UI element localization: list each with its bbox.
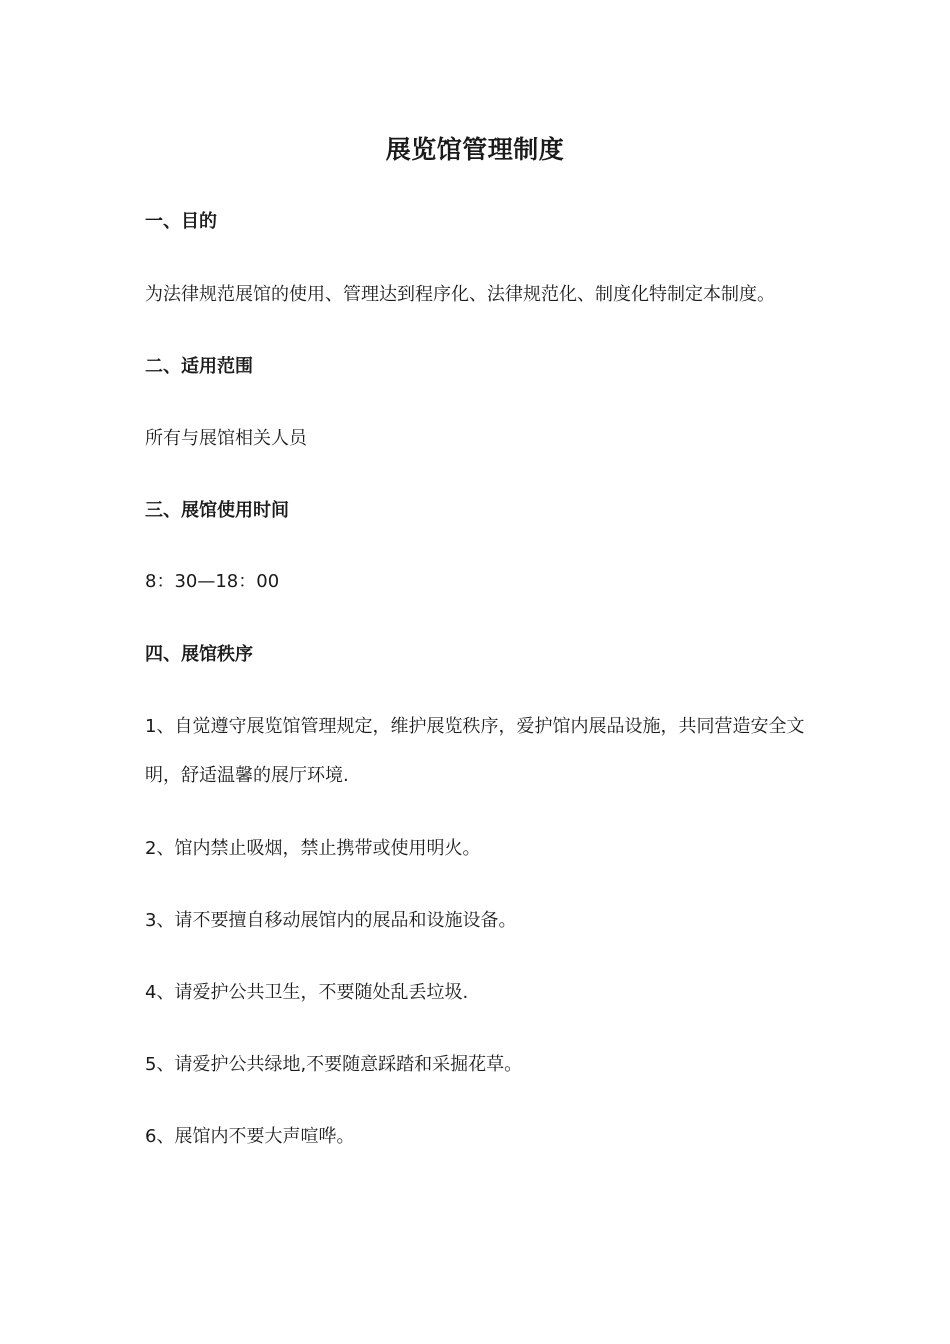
paragraph-purpose: 为法律规范展馆的使用、管理达到程序化、法律规范化、制度化特制定本制度。 [145, 284, 775, 305]
document-title: 展览馆管理制度 [385, 135, 565, 164]
section-heading-hours: 三、展馆使用时间 [145, 500, 289, 521]
section-heading-scope: 二、适用范围 [145, 356, 253, 377]
paragraph-scope: 所有与展馆相关人员 [145, 428, 307, 449]
rule-item-4: 4、请爱护公共卫生，不要随处乱丢垃圾. [145, 982, 469, 1003]
rule-item-3: 3、请不要擅自移动展馆内的展品和设施设备。 [145, 910, 517, 931]
section-heading-purpose: 一、目的 [145, 211, 217, 232]
rule-item-1: 1、自觉遵守展览馆管理规定，维护展览秩序，爱护馆内展品设施，共同营造安全文明，舒适温馨的展厅环境. [145, 716, 805, 786]
rule-item-2: 2、馆内禁止吸烟，禁止携带或使用明火。 [145, 838, 481, 859]
section-heading-order: 四、展馆秩序 [145, 644, 253, 665]
rule-item-5: 5、请爱护公共绿地,不要随意踩踏和采掘花草。 [145, 1054, 523, 1075]
rule-item-6: 6、展馆内不要大声喧哗。 [145, 1126, 355, 1147]
paragraph-hours: 8：30—18：00 [145, 571, 280, 592]
